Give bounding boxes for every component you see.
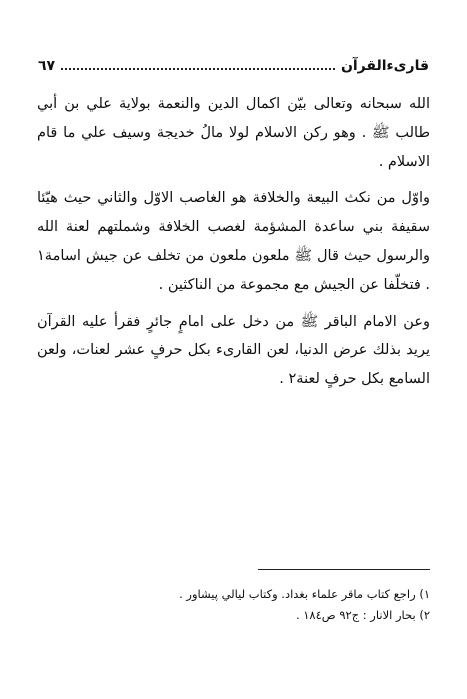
paragraph: واوّل من نكث البيعة والخلافة هو الغاصب الاوّل والثاني حيث هيّئا سقيفة بني ساعدة المشؤمة لغصب الخلافة وشملتهم لعنة الله والرسول حيث قال ﷺ ملعون ملعون من تخلف عن جيش اسامة١ . فتخلّفا عن الجيش مع مجموعة من الناكثين . <box>37 190 430 293</box>
running-header <box>38 50 429 74</box>
paragraph: وعن الامام الباقر ﷺ من دخل على امامٍ جائرٍ فقرأ عليه القرآن يريد بذلك عرض الدنيا، لعن القارىء بكل حرفٍ عشر لعنات، ولعن السامع بكل حرفٍ لعنة٢ . <box>37 313 430 388</box>
footnotes <box>37 584 430 626</box>
footnote: ٢) بحار الانار : ج٩٢ ص١٨٤ . <box>295 608 430 622</box>
body-text <box>37 90 430 394</box>
header-leader-dots <box>61 67 335 70</box>
paragraph: الله سبحانه وتعالى بيّن اكمال الدين والنعمة بولاية علي بن أبي طالب ﷺ . وهو ركن الاسلام لولا مالُ خديجة وسيف علي ما قام الاسلام . <box>37 96 430 170</box>
footnote-separator <box>258 569 430 570</box>
running-title: قارىءالقرآن <box>340 58 429 74</box>
page-number: ٦٧ <box>38 58 56 74</box>
footnote: ١) راجع كتاب ماقر علماء بغداد. وكتاب ليالي پيشاور . <box>179 587 430 601</box>
